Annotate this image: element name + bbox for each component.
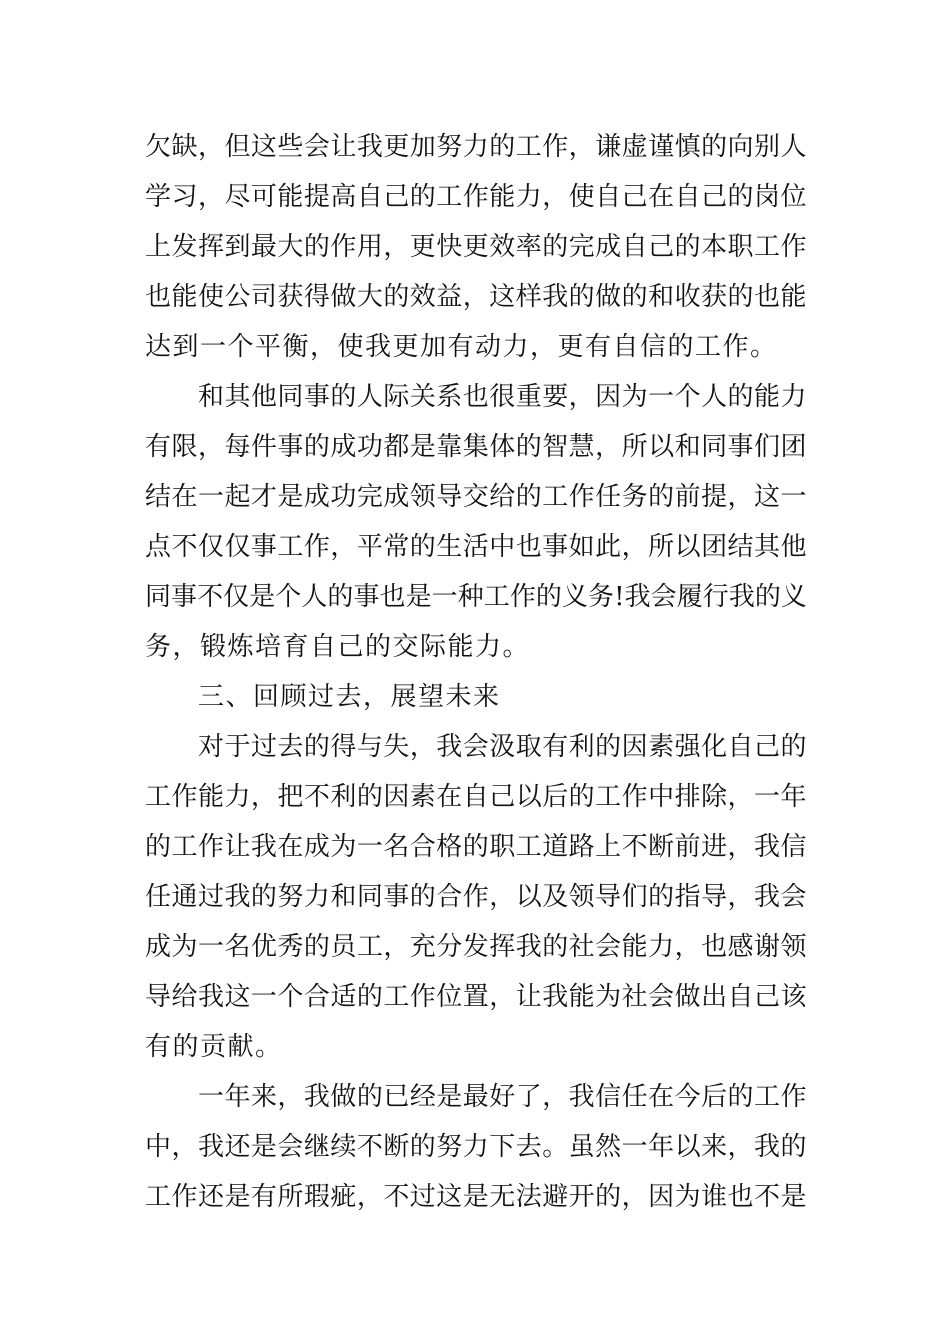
text-line-content: 任通过我的努力和同事的合作，以及领导们的指导，我会: [145, 882, 807, 912]
text-line: [145, 122, 807, 172]
text-line-content: 达到一个平衡，使我更加有动力，更有自信的工作。: [145, 332, 778, 362]
text-line-content: 有的贡献。: [145, 1032, 283, 1062]
text-line-content: 务，锻炼培育自己的交际能力。: [145, 632, 531, 662]
text-line-content: 学习，尽可能提高自己的工作能力，使自己在自己的岗位: [145, 182, 807, 212]
document-body: [145, 122, 807, 1222]
text-line-content: 同事不仅是个人的事也是一种工作的义务!我会履行我的义: [145, 582, 807, 612]
text-line-content: 和其他同事的人际关系也很重要，因为一个人的能力: [198, 382, 807, 412]
text-line: [145, 422, 807, 472]
text-line-content: 工作还是有所瑕疵，不过这是无法避开的，因为谁也不是: [145, 1182, 807, 1212]
text-line: [145, 922, 807, 972]
text-line: [145, 772, 807, 822]
text-line: [145, 872, 807, 922]
text-line: [145, 1122, 807, 1172]
text-line-content: 成为一名优秀的员工，充分发挥我的社会能力，也感谢领: [145, 932, 807, 962]
text-line: [145, 1022, 807, 1072]
text-line: [145, 1072, 807, 1122]
text-line: [145, 672, 807, 722]
text-line: [145, 972, 807, 1022]
text-line-content: 欠缺，但这些会让我更加努力的工作，谦虚谨慎的向别人: [145, 132, 807, 162]
text-line-content: 导给我这一个合适的工作位置，让我能为社会做出自己该: [145, 982, 807, 1012]
text-line-content: 工作能力，把不利的因素在自己以后的工作中排除，一年: [145, 782, 807, 812]
text-line: [145, 522, 807, 572]
text-line-content: 上发挥到最大的作用，更快更效率的完成自己的本职工作: [145, 232, 807, 262]
text-line: [145, 372, 807, 422]
text-line: [145, 622, 807, 672]
text-line-content: 一年来，我做的已经是最好了，我信任在今后的工作: [198, 1082, 807, 1112]
text-line-content: 中，我还是会继续不断的努力下去。虽然一年以来，我的: [145, 1132, 807, 1162]
text-line-content: 结在一起才是成功完成领导交给的工作任务的前提，这一: [145, 482, 807, 512]
text-line: [145, 322, 807, 372]
text-line: [145, 1172, 807, 1222]
text-line: [145, 472, 807, 522]
text-line-content: 三、回顾过去，展望未来: [198, 682, 501, 712]
text-line-content: 也能使公司获得做大的效益，这样我的做的和收获的也能: [145, 282, 807, 312]
text-line: [145, 572, 807, 622]
text-line-content: 点不仅仅事工作，平常的生活中也事如此，所以团结其他: [145, 532, 807, 562]
text-line: [145, 172, 807, 222]
text-line: [145, 222, 807, 272]
text-line: [145, 272, 807, 322]
text-line: [145, 822, 807, 872]
text-line-content: 对于过去的得与失，我会汲取有利的因素强化自己的: [198, 732, 807, 762]
text-line: [145, 722, 807, 772]
text-line-content: 的工作让我在成为一名合格的职工道路上不断前进，我信: [145, 832, 807, 862]
text-line-content: 有限，每件事的成功都是靠集体的智慧，所以和同事们团: [145, 432, 807, 462]
